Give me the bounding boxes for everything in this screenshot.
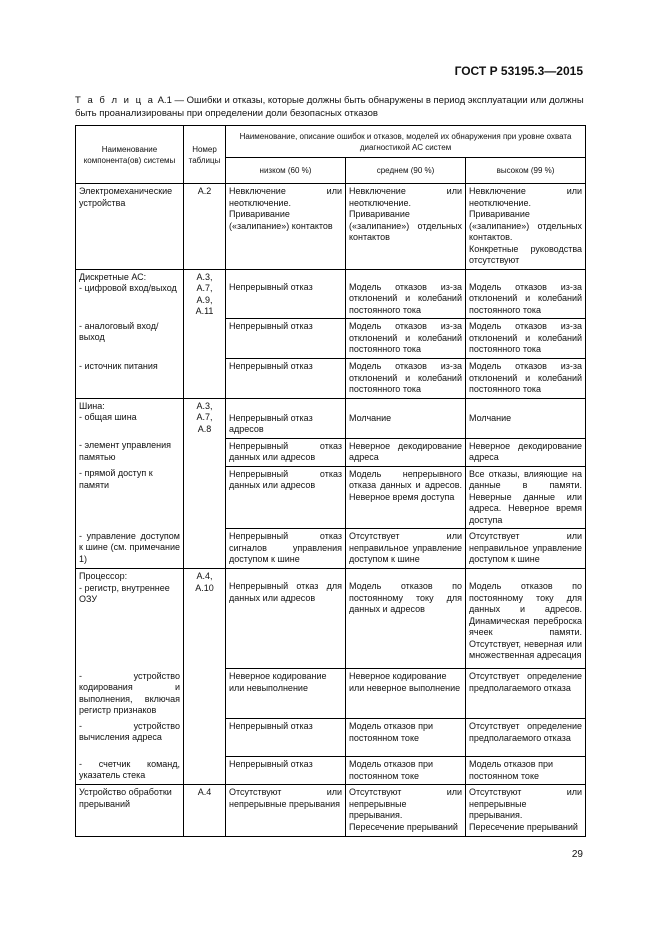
medium-cell: Модель отказов при постоянном токе (346, 757, 466, 785)
table-ref: А.10 (195, 582, 214, 593)
low-cell (226, 184, 346, 270)
component-cell: - устройство вычисления адреса (76, 719, 184, 757)
header-medium: среднем (90 %) (346, 158, 466, 184)
table-ref: А.9, (196, 294, 213, 305)
low-cell: Непрерывный отказ (226, 719, 346, 757)
low-cell: Непрерывный отказ для данных или адресов (226, 569, 346, 669)
medium-cell: Модель отказов из-за отклонений и колебаний постоянного тока (346, 319, 466, 359)
low-cell: Непрерывный отказ данных или адресов (226, 466, 346, 529)
low-cell: Непрерывный отказ (226, 359, 346, 399)
table-ref: А.8 (197, 423, 212, 434)
table-row (76, 184, 586, 270)
component-cell (76, 269, 184, 319)
medium-cell: Модель непрерывного отказа данных и адресов. Неверное время доступа (346, 466, 466, 529)
table-row (76, 269, 586, 319)
group-title: Дискретные АС: (79, 271, 147, 282)
table-number-cell: А.2 (184, 184, 226, 270)
table-ref: А.7, (196, 283, 213, 293)
table-row (76, 569, 586, 669)
table-caption (75, 95, 585, 120)
cell-line: Приваривание («залипание») отдельных контактов. (469, 209, 583, 242)
low-cell: Непрерывный отказ сигналов управления доступом к шине (226, 529, 346, 569)
component-cell (76, 398, 184, 438)
component-cell: Устройство обработки прерываний (76, 785, 184, 837)
medium-cell (346, 785, 466, 837)
table-row (76, 466, 586, 529)
cell-line: Отсутствуют или непрерывные прерывания. (469, 787, 583, 820)
low-cell: Непрерывный отказ (226, 269, 346, 319)
medium-cell: Неверное кодирование или неверное выполнение (346, 669, 466, 719)
component-cell (76, 569, 184, 669)
component-cell: - счетчик команд, указатель стека (76, 757, 184, 785)
high-cell: Отсутствует определение предполагаемого отказа (466, 669, 586, 719)
medium-cell (346, 184, 466, 270)
cell-line: Приваривание («залипание») контактов (229, 209, 333, 231)
high-cell: Модель отказов по постоянному току для данных и адресов. Динамическая переброска ячеек памяти. Отсутствует, неверная или множественная адресация (466, 569, 586, 669)
table-row (76, 398, 586, 438)
low-cell: Непрерывный отказ адресов (226, 398, 346, 438)
high-cell: Модель отказов при постоянном токе (466, 757, 586, 785)
header-table-number: Номер таблицы (184, 126, 226, 184)
component-cell: - прямой доступ к памяти (76, 466, 184, 529)
high-cell (466, 184, 586, 270)
component-cell: - элемент управления памятью (76, 438, 184, 466)
medium-cell: Модель отказов при постоянном токе (346, 719, 466, 757)
caption-text: А.1 — Ошибки и отказы, которые должны быть обнаружены в период эксплуатации или должны быть проанализированы при определении доли безопасных отказов (75, 95, 584, 119)
page-number: 29 (571, 849, 583, 860)
high-cell (466, 785, 586, 837)
low-cell: Непрерывный отказ (226, 757, 346, 785)
cell-line: Отсутствуют или непрерывные прерывания. (349, 787, 462, 820)
subcomponent-label: - цифровой вход/выход (79, 283, 177, 293)
table-row (76, 757, 586, 785)
document-code: ГОСТ Р 53195.3—2015 (454, 64, 583, 78)
component-cell: - устройство кодирования и выполнения, включая регистр признаков (76, 669, 184, 719)
group-title: Шина: (79, 400, 105, 411)
table-ref: А.7, (196, 412, 213, 422)
table-ref: А.11 (195, 306, 214, 316)
table-number-cell: А.4 (184, 785, 226, 837)
table-ref: А.3, (196, 271, 213, 282)
table-ref: А.4, (196, 571, 213, 581)
table-row (76, 319, 586, 359)
table-number-cell (184, 569, 226, 785)
component-cell: - источник питания (76, 359, 184, 399)
low-cell: Неверное кодирование или невыполнение (226, 669, 346, 719)
high-cell: Неверное декодирование адреса (466, 438, 586, 466)
high-cell: Модель отказов из-за отклонений и колебаний постоянного тока (466, 269, 586, 319)
cell-line: Пересечение прерываний (349, 821, 458, 832)
table-row (76, 669, 586, 719)
header-coverage-group: Наименование, описание ошибок и отказов, моделей их обнаружения при уровне охвата диагностикой АС систем (226, 126, 586, 158)
table-row (76, 438, 586, 466)
table-ref: А.3, (196, 400, 213, 411)
low-cell: Непрерывный отказ (226, 319, 346, 359)
caption-prefix: Т а б л и ц а (75, 95, 155, 106)
high-cell: Молчание (466, 398, 586, 438)
medium-cell: Неверное декодирование адреса (346, 438, 466, 466)
failures-table (75, 125, 586, 837)
cell-line: Пересечение прерываний (469, 821, 578, 832)
high-cell: Модель отказов из-за отклонений и колебаний постоянного тока (466, 319, 586, 359)
cell-line: Невключение или неотключение. (229, 186, 342, 208)
table-row (76, 785, 586, 837)
high-cell: Модель отказов из-за отклонений и колебаний постоянного тока (466, 359, 586, 399)
cell-line: Конкретные руководства отсутствуют (469, 243, 583, 265)
component-cell: Электромеханические устройства (76, 184, 184, 270)
high-cell: Отсутствует или неправильное управление доступом к шине (466, 529, 586, 569)
table-row (76, 359, 586, 399)
header-component: Наименование компонента(ов) системы (76, 126, 184, 184)
medium-cell: Молчание (346, 398, 466, 438)
header-high: высоком (99 %) (466, 158, 586, 184)
header-low: низком (60 %) (226, 158, 346, 184)
medium-cell: Модель отказов из-за отклонений и колебаний постоянного тока (346, 359, 466, 399)
low-cell: Отсутствуют или непрерывные прерывания (226, 785, 346, 837)
table-number-cell (184, 398, 226, 569)
component-cell: - управление доступом к шине (см. примечание 1) (76, 529, 184, 569)
table-row (76, 529, 586, 569)
subcomponent-label: - регистр, внутреннее ОЗУ (79, 582, 170, 604)
high-cell: Все отказы, влияющие на данные в памяти. Неверные данные или адреса. Неверное время доступа (466, 466, 586, 529)
medium-cell: Модель отказов из-за отклонений и колебаний постоянного тока (346, 269, 466, 319)
low-cell: Непрерывный отказ данных или адресов (226, 438, 346, 466)
component-cell: - аналоговый вход/выход (76, 319, 184, 359)
table-number-cell (184, 269, 226, 398)
subcomponent-label: - общая шина (79, 412, 137, 422)
table-row (76, 719, 586, 757)
medium-cell: Отсутствует или неправильное управление доступом к шине (346, 529, 466, 569)
high-cell: Отсутствует определение предполагаемого отказа (466, 719, 586, 757)
cell-line: Невключение или неотключение. (469, 186, 583, 208)
cell-line: Приваривание («залипание») отдельных контактов (349, 209, 462, 242)
cell-line: Невключение или неотключение. (349, 186, 462, 208)
group-title: Процессор: (79, 571, 128, 581)
medium-cell: Модель отказов по постоянному току для данных и адресов (346, 569, 466, 669)
